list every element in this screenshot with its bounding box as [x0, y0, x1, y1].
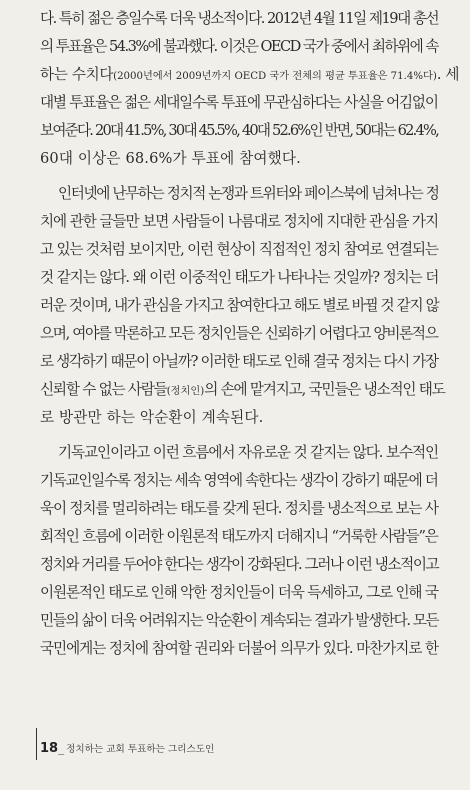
footnote-inline: (2000년에서 2009년까지 OECD 국가 전체의 평균 투표율은 71.4%다) — [113, 71, 437, 82]
text-line — [40, 380, 445, 402]
text-line — [40, 65, 460, 87]
text-line: 으며, 여야를 막론하고 모든 정치인들은 신뢰하기 어렵다고 양비론적으 — [40, 325, 438, 342]
page-footer — [40, 738, 214, 758]
text-line: 정치와 거리를 두어야 한다는 생각이 강화된다. 그러나 이런 냉소적이고 — [40, 556, 439, 573]
text-line: 로 방관만 하는 악순환이 계속된다. — [40, 409, 264, 426]
footer-separator: _ — [58, 741, 65, 755]
text-line: 기독교인이라고 이런 흐름에서 자유로운 것 같지는 않다. 보수적인 — [58, 444, 438, 461]
text-line: 60대 이상은 68.6%가 투표에 참여했다. — [40, 150, 301, 167]
text-line: 국민에게는 정치에 참여할 권리와 더불어 의무가 있다. 마찬가지로 한 — [40, 640, 439, 657]
page-number: 18 — [40, 740, 59, 756]
text-line: 러운 것이며, 내가 관심을 가지고 참여한다고 해도 별로 바뀔 것 같지 않 — [40, 297, 439, 314]
text-line: 의 투표율은 54.3%에 불과했다. 이것은 OECD 국가 중에서 최하위에 속 — [40, 38, 438, 55]
text-line: 민들의 삶이 더욱 어려워지는 악순환이 계속되는 결과가 발생한다. 모든 — [40, 612, 439, 629]
text-line: 이원론적인 태도로 인해 악한 정치인들이 더욱 득세하고, 그로 인해 국 — [40, 584, 438, 601]
text-line: 욱이 정치를 멀리하려는 태도를 갖게 된다. 정치를 냉소적으로 보는 사 — [40, 500, 438, 517]
text-line: 보여준다. 20대 41.5%, 30대 45.5%, 40대 52.6%인 반면, 50대는 62.4%, — [40, 122, 438, 139]
text-span: 의 손에 맡겨지고, 국민들은 냉소적인 태도 — [204, 381, 445, 398]
text-line: 것 같지는 않다. 왜 이런 이중적인 태도가 나타나는 것일까? 정치는 더 — [40, 269, 439, 286]
text-line: 다. 특히 젊은 층일수록 더욱 냉소적이다. 2012년 4월 11일 제19대 총선 — [40, 10, 439, 27]
text-line: 치에 관한 글들만 보면 사람들이 나름대로 정치에 지대한 관심을 가지 — [40, 213, 439, 230]
text-line: 인터넷에 난무하는 정치적 논쟁과 트위터와 페이스북에 넘쳐나는 정 — [58, 185, 439, 202]
text-line: 회적인 흐름에 이러한 이원론적 태도까지 더해지니 “거룩한 사람들”은 — [40, 528, 438, 545]
text-span: 신뢰할 수 없는 사람들 — [40, 381, 167, 398]
text-line: 기독교인일수록 정치는 세속 영역에 속한다는 생각이 강하기 때문에 더 — [40, 472, 438, 489]
text-line: 대별 투표율은 젊은 세대일수록 투표에 무관심하다는 사실을 어김없이 — [40, 94, 438, 111]
footer-rule — [36, 728, 37, 760]
footnote-inline: (정치인) — [166, 386, 205, 397]
running-title: 정치하는 교회 투표하는 그리스도인 — [66, 744, 215, 755]
text-span: 하는 수치다 — [40, 66, 114, 83]
text-line: 고 있는 것처럼 보이지만, 이런 현상이 직접적인 정치 참여로 연결되는 — [40, 241, 438, 258]
text-line: 로 생각하기 때문이 아닐까? 이러한 태도로 인해 결국 정치는 다시 가장 — [40, 353, 438, 370]
text-span: . 세 — [436, 66, 460, 83]
